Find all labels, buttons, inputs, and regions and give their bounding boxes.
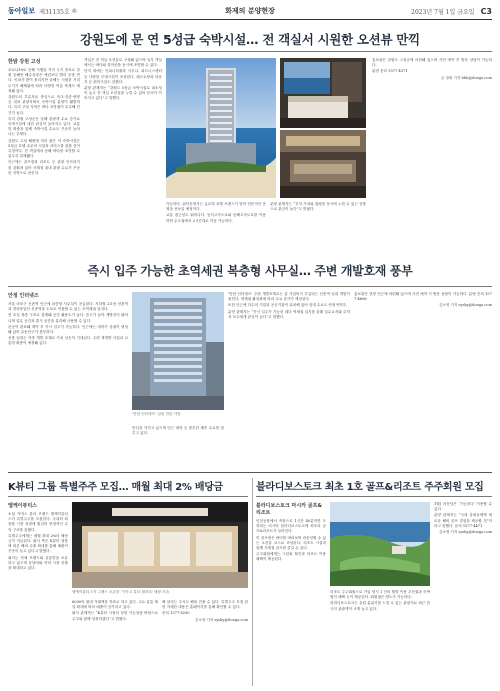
article4-paragraph: 이 골프장은 바다를 바라보며 라운딩할 수 있는 오션뷰 코스로 조성된다. 리조트 시설과 함께 사계절 골프를 즐길 수 있다. [256,535,326,551]
article4-paragraph: 리조트 주주회원으로 가입 당시 1 인의 월별 이용 우선권과 숙박 할인 혜택 등이 제공된다. 회원권은 양도가 가능하다. [330,590,430,600]
article4-paragraph: 인천공항에서 직항으로 1시간 40분이면 도착하는 러시아 블라디보스토크에 최초의 골프&리조트가 들어선다. [256,519,326,534]
article1-paragraph: 분양 문의 1577-4371 [372,69,408,74]
article2-col3 [228,292,350,468]
article3-col1 [8,502,68,686]
article3-body [8,512,68,571]
article1-paragraph: 가능하다. 위탁운영사는 글로벌 호텔 브랜드가 맡아 전문적인 운영을 선보일 예정이다. [166,202,266,212]
hotel-tower-photo [166,58,276,198]
article3-caption: 엘케이뷰티스가 그랜드 오픈한 ‘시카고 뷰티 갤러리’ 매장 모습. [72,590,171,594]
article1-body-col3b [270,202,366,212]
article1-body-col2 [84,58,162,102]
article3-paragraph: 특별주주에게는 매월 최대 2%의 배당금이 지급된다. 회사 측은 K뷰티 열풍에 따른 해외 수출 확대를 통해 매출이 꾸준히 늘고 있다고 밝혔다. [8,533,68,554]
article2-paragraph: 분양 관계자는 “즉시 입주가 가능한 데다 역세권 입지를 갖춰 실수요자와 투자자 모두에게 관심이 높다”고 말했다. [228,309,350,319]
article4-col2 [330,590,430,686]
article2-caption: ‘안암 인터넷즈’ 실물 견본 사진. [132,412,182,416]
article1-paragraph: 단지 내에는 인피니티풀과 사우나, 피트니스센터 등 다양한 부대시설이 조성된다. 레스토랑과 라운지 등 편의시설도 갖췄다. [84,69,162,84]
article2-caption-box [132,412,224,424]
article3-headline: K뷰티 그룹 특별주주 모집… 매월 최대 2% 배당금 [8,482,223,493]
article1-paragraph: 분양 관계자는 “강원도 5성급 숙박시설로 희소성이 높고 전 객실 오션뷰를 누릴 수 있어 문의가 이어지고 있다”고 말했다. [84,86,162,101]
article1-col3b [270,202,366,254]
article2-paragraph: 준공이 완료돼 계약 후 즉시 입주가 가능하다. 인근에는 대학가 상권이 형성돼 있어 유동인구가 풍부하다. [8,324,128,335]
article3-paragraph: 소셜 커머스 뷰티 브랜드 엘케이뷰티스가 특별주주를 모집한다. 국내외 화장품 시장 성장에 힘입어 안정적인 수익 구조를 갖췄다. [8,512,68,532]
issue-number: 제31135호 [39,8,70,16]
article3-paragraph: 회사 관계자는 “K뷰티 시장의 성장 가능성을 바탕으로 주주와 함께 성장하겠다”고 밝혔다. [72,611,158,621]
article2-paragraph: 서울 마포구 신촌역 인근에 복층형 사무실이 공급된다. 지하철 2호선 신촌역과 경의중앙선 신촌역을 도보로 이용할 수 있는 초역세권 입지다. [8,302,128,312]
article3-col2 [72,600,158,686]
article4-headline: 블라디보스토크 최초 1호 골프&리조트 주주회원 모집 [256,482,484,493]
article2-body-col4 [354,292,492,302]
lounge-photo [280,130,366,198]
article2-col1 [8,292,128,468]
article1-col4 [372,58,492,254]
article1-paragraph: 강원도의 부유자들 중심으로 속초·강릉·양양 등 대표 관광지에서 숙박시설 분양이 활발하다. 특히 고성 지역은 바다 조망권이 우수해 인기가 높다. [8,95,80,115]
article2-rule [8,286,492,287]
article4-rule [256,496,492,497]
article3-paragraph: 해 알리는 주식도 해외 진출 수 있다. 특별주주 모집 관련 자세한 내용은 홈페이지를 통해 확인할 수 있다. [162,600,248,610]
golf-resort-photo [330,502,430,586]
article4-paragraph: 1월) 라운딩은 ‘가능한다’ 이용할 수 있다. [434,502,492,512]
article1-paragraph: 객실은 전 객실 오션뷰로 구성돼 있으며 일부 객실에서는 바다와 설악산을 동시에 조망할 수 있다. [84,58,162,68]
beauty-store-photo [72,502,248,588]
masthead [8,4,492,18]
article3-caption-box [72,590,248,598]
article3-paragraph: 회사는 자체 브랜드와 유통망을 보유하고 있으며 동남아와 북미 시장 진출을 확대하고 있다. [8,555,68,571]
article1-email: 글 정희 기자 hhh@donga.com [440,75,492,80]
article2-col2a [132,426,224,470]
article3-byline: 엘케이뷰티스 [8,503,37,509]
article1-paragraph: 홍보관은 강원도 고성군에 마련돼 있으며 사전 예약 후 방문 상담이 가능하다. [372,58,492,68]
masthead-rule [8,19,492,20]
article4-col3 [434,502,492,686]
article2-email: 김소영 기자 sysky@donga.com [438,303,492,308]
article1-paragraph: 코로나19로 인해 시행된 거리 두기 종료로 강원 동해안 해수욕장은 예년보다 빨리 문을 연다. 인파가 많이 몰리지만 올해는 시원한 거리 두기가 해제됨에 따라 다양한 여름 축제도 예정돼 있다. [8,68,80,93]
article2-byline: 안정 인터넷즈 [8,293,39,299]
article1-rule [8,51,492,52]
article2-body [8,302,128,347]
article1-paragraph: 교통 접근성도 뛰어나다. 동서고속도로와 동해고속도로를 이용하면 수도권에서 2시간대로 이동 가능하다. [166,213,266,223]
article2-paragraph: 또한 인근에 다수의 기업과 공공기관이 위치해 있어 임대 수요도 안정적이다. [228,303,348,308]
office-building-photo [132,292,224,410]
article2-paragraph: ‘안암 인터넷즈’ 주변 개발호재로는 총 사업비가 투입되는 신촌역 일대 개발이 꼽힌다. 역세권 활성화에 따라 수요 증가가 예상된다. [228,292,350,302]
article3-paragraph: 문의 1577-8230 [162,611,190,616]
article2-paragraph: 전 호실 복층 구조로 설계돼 공간 활용도가 높다. 층고가 높아 개방감이 뛰어나며 업무 공간과 휴식 공간을 분리해 사용할 수 있다. [8,313,128,323]
page-number: C3 [480,6,492,16]
article1-col2 [84,58,162,254]
article4-body-col3 [434,502,492,529]
section-title: 화제의 분양현장 [225,7,275,15]
article2-body-col3 [228,292,350,320]
article4-paragraph: 블라디보스토크는 유럽 분위기를 느낄 수 있는 관광지로 최근 한국인 관광객이 크게 늘고 있다. [330,601,430,611]
article2-paragraph: 신촌 일대는 각종 개발 호재로 가치 상승이 기대된다. 주변 재개발 사업과 교통망 확충이 예정돼 있다. [8,336,128,346]
article4-body [256,519,326,563]
article4-byline: 블라디보스토크 마시카 골프&리조트 [256,503,322,516]
article3-body-col2 [72,600,158,622]
article3-email: 김소영 기자 sysky@donga.com [194,617,248,622]
column-divider [252,478,253,686]
article3-body-col3 [162,600,248,617]
article1-paragraph: 강원도 고성 해변에 자리 잡은 이 숙박시설은 5성급 호텔 수준의 시설과 서비스를 갖춘 것이 특징이다. 전 객실에서 동해 바다를 조망할 수 있도록 설계됐다. [8,138,80,159]
article1-headline: 강원도에 문 연 5성급 숙박시설… 전 객실서 시원한 오션뷰 만끽 [80,32,420,47]
article3-col3 [162,600,248,686]
article4-col1 [256,502,326,686]
article3-rule [8,496,248,497]
article2-paragraph: 안심을 가지고 있으며 인근 대학 등 풍부한 배후 수요를 갖추고 있다. [132,426,224,436]
article1-paragraph: 분양 관계자는 “투자 가치와 휴양을 동시에 누릴 수 있는 상품으로 관심이 높다”고 밝혔다. [270,202,366,212]
article1-col3 [166,202,266,254]
article2-headline: 즉시 입주 가능한 초역세권 복층형 사무실… 주변 개발호재 풍부 [87,264,413,278]
bedroom-photo [280,58,366,128]
article1-byline: 한밤 강원 고성 [8,59,41,65]
article2-paragraph: 홍보관은 현장 인근에 마련돼 있으며 사전 예약 시 방문 상담이 가능하다. 분양 문의 1577-4696 [354,292,492,302]
article1-paragraph: 특히 강원 고성군은 올해 관광객 수요 증가로 숙박시설에 대한 관심이 높아지고 있다. 교통망 확충과 함께 숙박시설 수요도 꾸준히 늘어나는 추세다. [8,116,80,137]
newspaper-logo: 동아일보 [8,7,36,15]
issue-mark: ⑥ [71,7,78,15]
article4-body-col2 [330,590,430,612]
article4-paragraph: 분양 관계자는 “국내 골퍼들에게 새로운 해외 골프 경험을 제공할 것”이라고 말했다. 문의 1577-4471 [434,513,492,528]
article4-email: 김소영 기자 sysky@donga.com [438,530,492,535]
article3-paragraph: 6000억 원대 거래액을 목표로 하고 있다. 주요 유통 채널 확대에 따라 매출이 증가하고 있다. [72,600,158,610]
article1-body-col3 [166,202,266,224]
issue-date: 2023년 7월 1일 금요일 [411,8,475,16]
article2-col4 [354,292,492,468]
section-divider [8,472,492,473]
article1-paragraph: 인근에는 골프장과 리조트 등 관광 인프라가 잘 갖춰져 있어 사계절 내내 관광 수요가 꾸준한 지역으로 꼽힌다. [8,160,80,175]
article2-body-col2a [132,426,224,436]
article1-body [8,68,80,176]
article1-col1 [8,58,80,254]
article1-body-col4 [372,58,492,75]
article4-paragraph: 주주회원에게는 그린피 할인과 리조트 이용 혜택이 제공된다. [256,552,326,562]
